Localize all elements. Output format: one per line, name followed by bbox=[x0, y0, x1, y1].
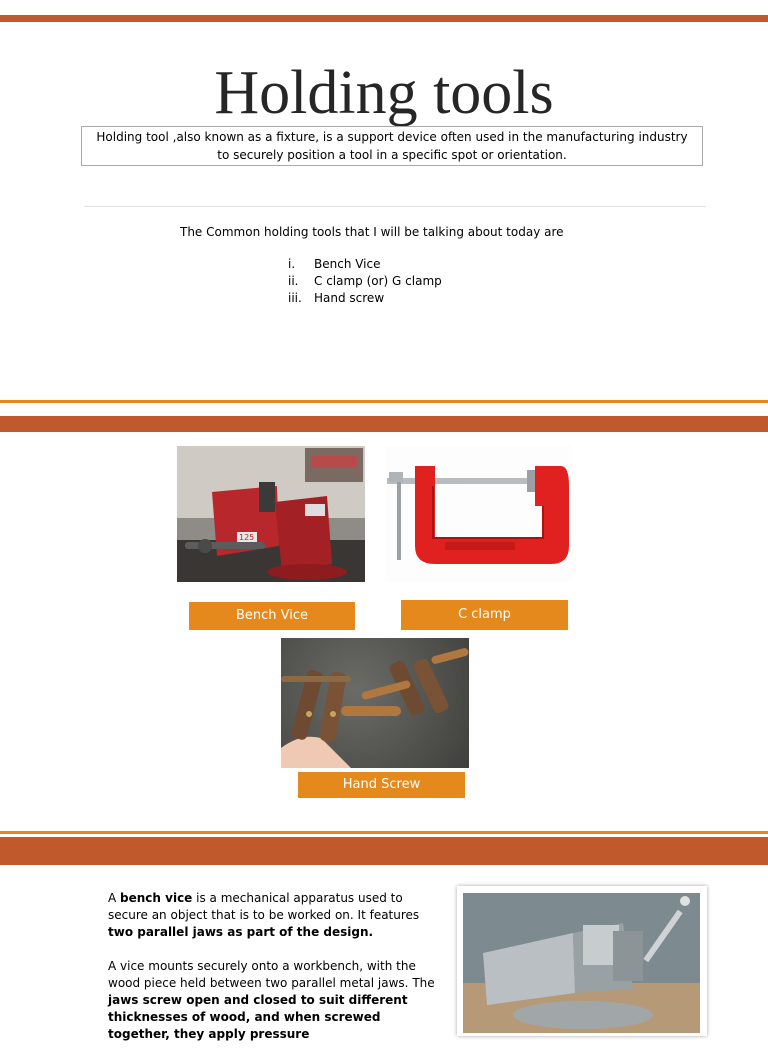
paragraph bbox=[108, 890, 446, 941]
steel-bench-vice-photo bbox=[463, 893, 700, 1033]
bench-vice-description bbox=[108, 890, 446, 1060]
text-run: A vice mounts securely onto a workbench, with the wood piece held between two parallel metal jaws. The bbox=[108, 959, 435, 990]
hand-screw-photo bbox=[281, 638, 469, 768]
list-number: ii. bbox=[288, 274, 299, 288]
slide-header-band bbox=[0, 837, 768, 865]
slide-separator-line bbox=[0, 831, 768, 834]
text-run: A bbox=[108, 891, 121, 905]
text-run: is a mechanical apparatus used to secure an object that is to be worked on. It features bbox=[108, 891, 420, 922]
hand-screw-illustration bbox=[281, 638, 469, 768]
list-item bbox=[288, 256, 442, 273]
paragraph bbox=[108, 958, 446, 1043]
caption-c-clamp: C clamp bbox=[401, 600, 568, 630]
list-label: Hand screw bbox=[314, 291, 385, 305]
bold-text: two parallel jaws as part of the design. bbox=[108, 925, 374, 939]
list-item bbox=[288, 290, 442, 307]
c-clamp-illustration bbox=[385, 446, 572, 582]
definition-box bbox=[81, 126, 703, 166]
vice-plate-number: 125 bbox=[239, 533, 255, 542]
top-accent-rule bbox=[0, 15, 768, 22]
list-number: iii. bbox=[288, 291, 302, 305]
bold-text: jaws screw open and closed to suit different thicknesses of wood, and when screwed together, they apply pressure bbox=[108, 993, 408, 1041]
list-label: C clamp (or) G clamp bbox=[314, 274, 442, 288]
caption-hand-screw: Hand Screw bbox=[298, 772, 465, 798]
c-clamp-photo bbox=[385, 446, 572, 582]
definition-text: Holding tool ,also known as a fixture, is a support device often used in the manufacturing industry to securely position a tool in a specific spot or orientation. bbox=[96, 130, 688, 162]
bench-vice-photo bbox=[177, 446, 365, 582]
tool-list bbox=[288, 256, 442, 307]
bold-text: bench vice bbox=[120, 891, 193, 905]
steel-vice-illustration bbox=[463, 893, 700, 1033]
intro-text: The Common holding tools that I will be talking about today are bbox=[180, 225, 564, 239]
list-number: i. bbox=[288, 257, 296, 271]
slide-separator-line bbox=[0, 400, 768, 403]
caption-bench-vice: Bench Vice bbox=[189, 602, 355, 630]
list-item bbox=[288, 273, 442, 290]
page-title: Holding tools bbox=[214, 59, 554, 127]
bench-vice-illustration bbox=[177, 446, 365, 582]
list-label: Bench Vice bbox=[314, 257, 381, 271]
divider-line bbox=[84, 206, 706, 207]
slide-header-band bbox=[0, 416, 768, 432]
